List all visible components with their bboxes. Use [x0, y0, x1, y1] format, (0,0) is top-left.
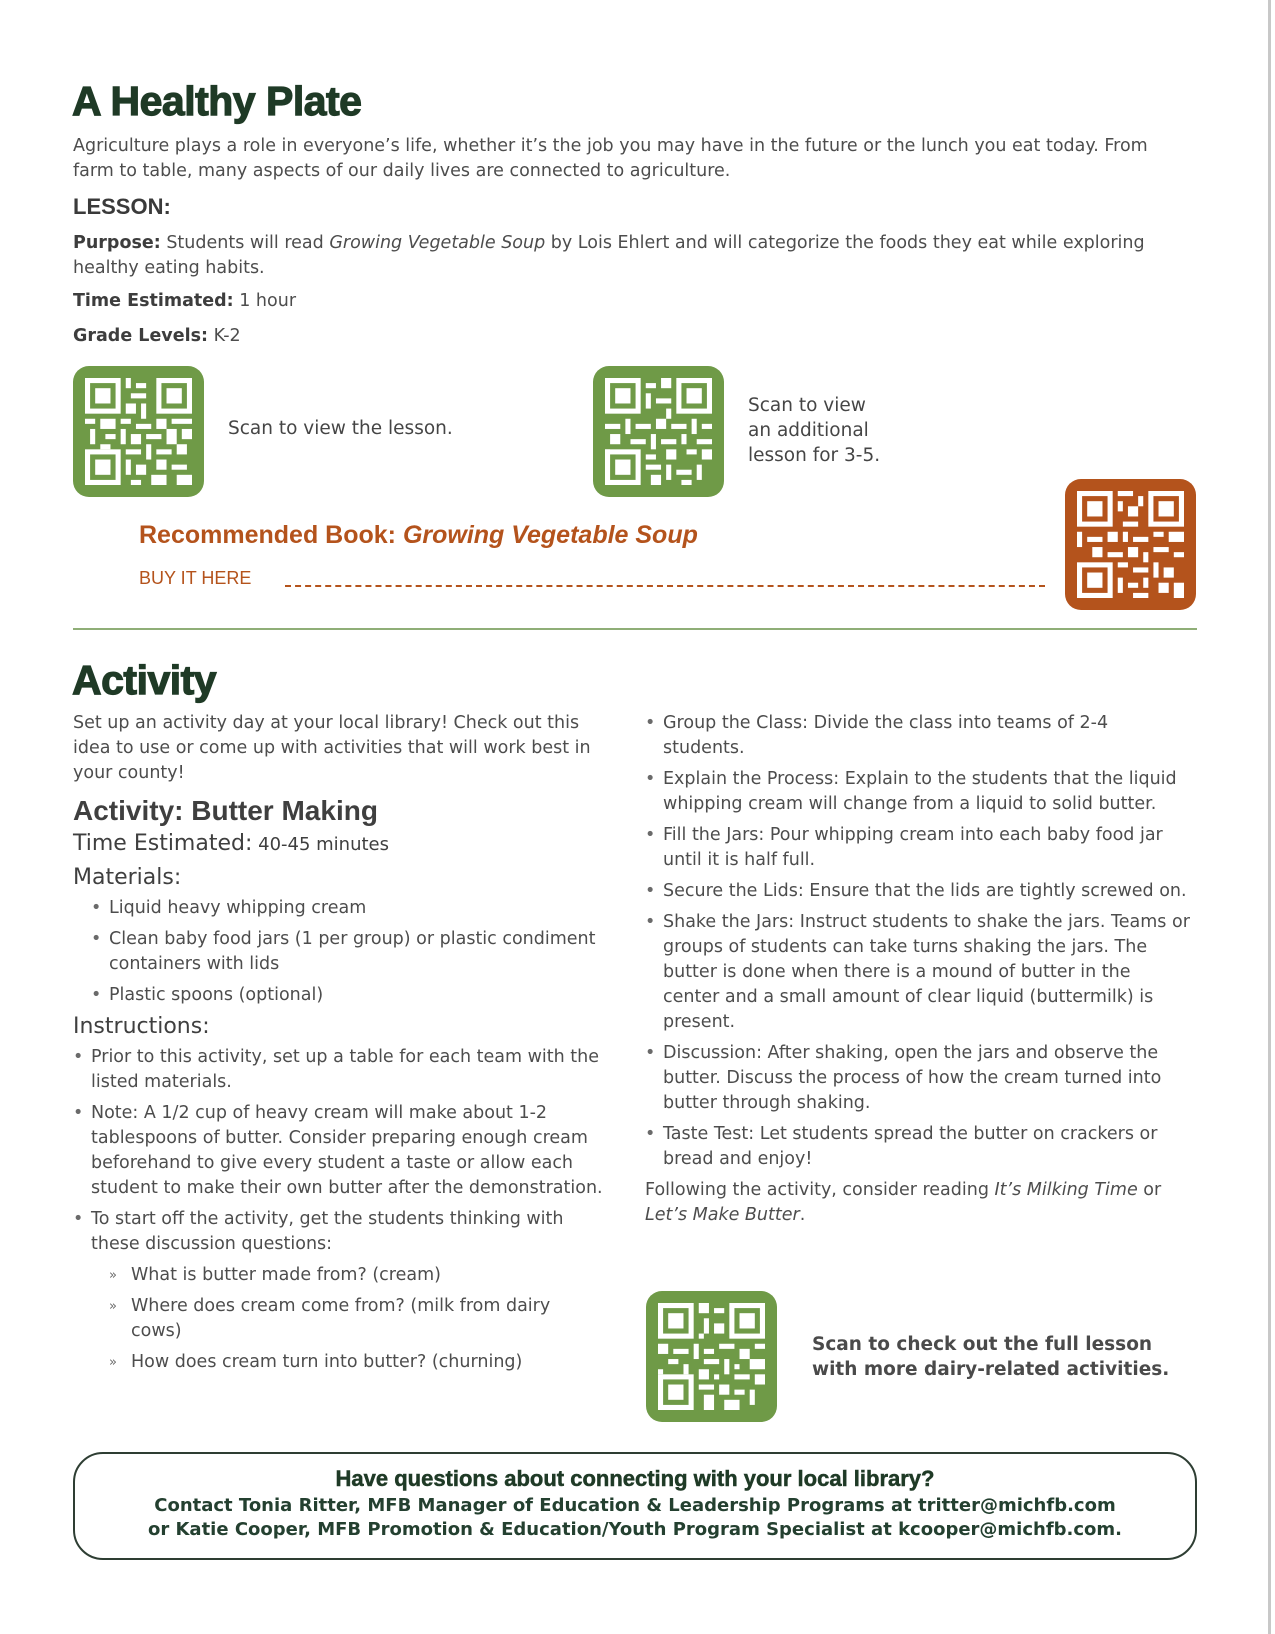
materials-item: • Plastic spoons (optional): [91, 983, 603, 1008]
time-label: Time Estimated:: [73, 291, 234, 311]
activity-left-column: [73, 711, 603, 1381]
materials-heading: Materials:: [73, 865, 182, 890]
activity-title: Activity: [72, 657, 217, 703]
contact-footer-box: [73, 1452, 1197, 1560]
qr-lesson-caption: Scan to view the lesson.: [228, 418, 453, 439]
grade-label: Grade Levels:: [73, 326, 209, 346]
footer-title: Have questions about connecting with your local library?: [335, 1466, 935, 1491]
instruction-step: • Group the Class: Divide the class into teams of 2-4 students.: [645, 711, 1190, 761]
instruction-item: • Note: A 1/2 cup of heavy cream will make about 1-2 tablespoons of butter. Consider preparing enough cream beforehand to give every student a taste or allow each student to make their own butter after the demonstration.: [73, 1101, 603, 1201]
following-text: Following the activity, consider reading: [645, 1180, 995, 1200]
instruction-step: • Secure the Lids: Ensure that the lids are tightly screwed on.: [645, 879, 1190, 904]
qr-code-icon: [1077, 491, 1184, 598]
instructions-heading: Instructions:: [73, 1014, 210, 1039]
footer-contact-line-1: Contact Tonia Ritter, MFB Manager of Education & Leadership Programs at tritter@michfb.com: [154, 1495, 1116, 1516]
activity-time: [73, 831, 603, 857]
materials-list: [91, 896, 603, 1008]
qr-additional-caption-line-3: lesson for 3-5.: [748, 445, 881, 466]
following-book-1: It’s Milking Time: [994, 1180, 1138, 1200]
qr-code-dairy-lesson[interactable]: [646, 1291, 777, 1422]
healthy-plate-intro: Agriculture plays a role in everyone’s life, whether it’s the job you may have in the future or the lunch you eat today. From farm to table, many aspects of our daily lives are connected to agriculture.: [73, 136, 1148, 181]
activity-intro: Set up an activity day at your local library! Check out this idea to use or come up with activities that will work best in your county!: [73, 713, 591, 783]
discussion-question: » How does cream turn into butter? (churning): [109, 1350, 603, 1375]
discussion-questions: [109, 1263, 603, 1375]
qr-code-buy-book[interactable]: [1065, 479, 1196, 610]
qr-additional-caption-line-2: an additional: [748, 420, 869, 441]
qr-code-lesson[interactable]: [73, 366, 204, 497]
recommended-book: [139, 521, 698, 550]
time-value: 1 hour: [233, 291, 297, 311]
purpose-label: Purpose:: [73, 233, 161, 253]
discussion-question: » Where does cream come from? (milk from dairy cows): [109, 1294, 603, 1344]
qr-code-additional-lesson[interactable]: [593, 366, 724, 497]
activity-right-column: [645, 711, 1190, 1228]
purpose-text: Students will read: [160, 233, 330, 253]
instructions-list-right: [645, 711, 1190, 1172]
qr-additional-caption: [748, 393, 880, 468]
materials-item: • Liquid heavy whipping cream: [91, 896, 603, 921]
qr-code-icon: [605, 378, 712, 485]
qr-additional-caption-line-1: Scan to view: [748, 395, 866, 416]
discussion-question: » What is butter made from? (cream): [109, 1263, 603, 1288]
instruction-step: • Taste Test: Let students spread the butter on crackers or bread and enjoy!: [645, 1122, 1190, 1172]
instruction-step: • Explain the Process: Explain to the students that the liquid whipping cream will change from a liquid to solid butter.: [645, 767, 1190, 817]
instructions-list-left: [73, 1045, 603, 1375]
buy-dashed-line: [285, 585, 1045, 587]
instruction-item: • Prior to this activity, set up a table for each team with the listed materials.: [73, 1045, 603, 1095]
section-divider: [73, 628, 1197, 630]
purpose-text-end: by Lois Ehlert and will categorize the foods they eat while exploring healthy eating habits.: [73, 233, 1145, 278]
recommended-book-label: Recommended Book:: [139, 521, 403, 549]
instruction-item: [73, 1207, 603, 1375]
following-text-end: .: [799, 1205, 806, 1225]
healthy-plate-title: A Healthy Plate: [72, 78, 362, 124]
lesson-purpose: [73, 231, 1193, 281]
materials-item: • Clean baby food jars (1 per group) or plastic condiment containers with lids: [91, 927, 603, 977]
purpose-book-title: Growing Vegetable Soup: [329, 233, 546, 253]
recommended-book-title: Growing Vegetable Soup: [402, 521, 698, 549]
following-text-mid: or: [1137, 1180, 1162, 1200]
instruction-step: • Fill the Jars: Pour whipping cream into each baby food jar until it is half full.: [645, 823, 1190, 873]
instruction-step: • Discussion: After shaking, open the jars and observe the butter. Discuss the process of how the cream turned into butter through shaking.: [645, 1041, 1190, 1116]
qr-dairy-caption-line-2: with more dairy-related activities.: [812, 1359, 1170, 1380]
grade-value: K-2: [208, 326, 241, 346]
lesson-grade-levels: [73, 324, 241, 349]
qr-dairy-caption-line-1: Scan to check out the full lesson: [812, 1334, 1153, 1355]
qr-code-icon: [658, 1303, 765, 1410]
instruction-item-text: To start off the activity, get the students thinking with these discussion questions:: [91, 1209, 564, 1254]
following-book-2: Let’s Make Butter: [645, 1205, 800, 1225]
qr-code-icon: [85, 378, 192, 485]
instruction-step: • Shake the Jars: Instruct students to shake the jars. Teams or groups of students can take turns shaking the jars. The butter is done when there is a mound of butter in the center and a small amount of clear liquid (buttermilk) is present.: [645, 910, 1190, 1035]
footer-contact-line-2: or Katie Cooper, MFB Promotion & Education/Youth Program Specialist at kcooper@michfb.com.: [147, 1519, 1123, 1540]
page-edge-shadow: [1268, 0, 1271, 1634]
qr-dairy-caption: [812, 1332, 1169, 1382]
buy-it-here-link[interactable]: BUY IT HERE: [139, 568, 252, 588]
following-reading: [645, 1178, 1190, 1228]
activity-time-value: 40-45 minutes: [252, 834, 389, 855]
lesson-time: [73, 289, 296, 314]
activity-time-label: Time Estimated:: [73, 831, 253, 856]
activity-subtitle: Activity: Butter Making: [73, 795, 378, 826]
lesson-heading: LESSON:: [73, 194, 171, 219]
